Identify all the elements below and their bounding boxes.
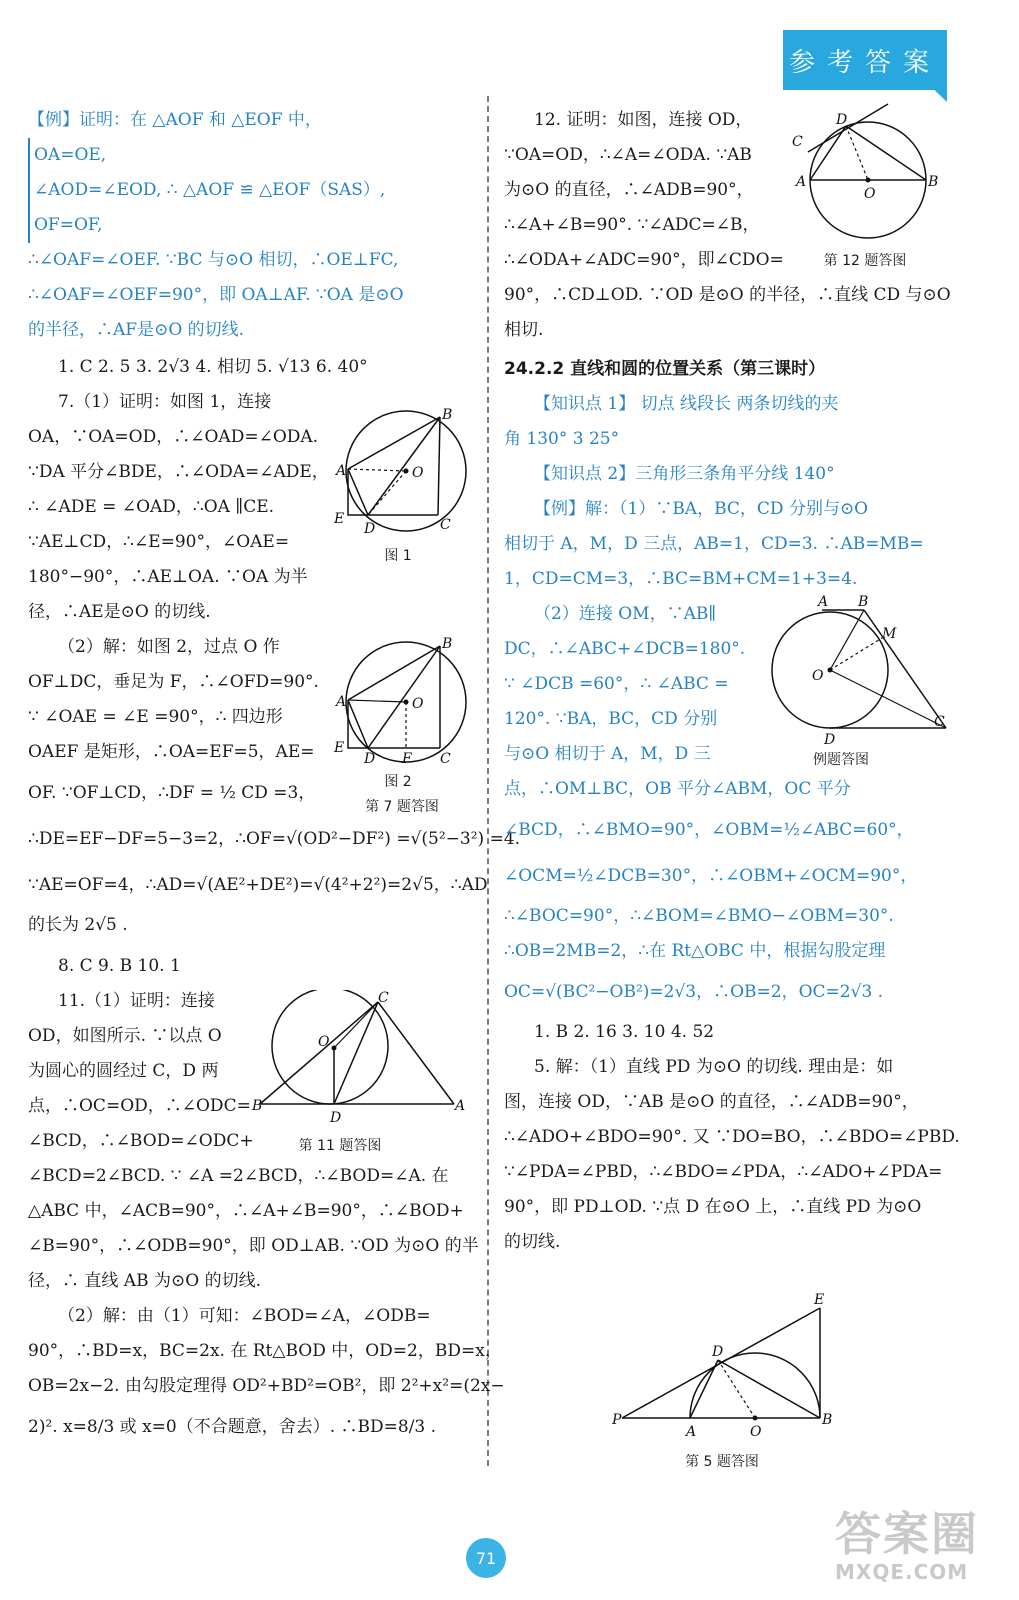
q12-line: ∴∠ODA+∠ADC=90°，即∠CDO= — [504, 250, 784, 270]
q11-line: 90°，∴BD=x，BC=2x. 在 Rt△BOD 中，OD=2，BD=x， — [28, 1341, 502, 1361]
knowledge-point-text: 切点 线段长 两条切线的夹 — [635, 394, 839, 414]
q12-line: 相切. — [504, 320, 544, 340]
page-number: 71 — [466, 1538, 506, 1578]
label-o: O — [318, 1034, 330, 1050]
q7-line: OF. ∵OF⊥CD，∴DF = ½ CD =3， — [28, 783, 316, 803]
q7-line: 的长为 2√5 . — [28, 915, 128, 935]
q12-line: 为⊙O 的直径，∴∠ADB=90°， — [504, 180, 754, 200]
figure-q5 — [612, 1290, 842, 1471]
watermark-logo-text: 答案圈 — [835, 1507, 979, 1561]
label-o: O — [750, 1424, 762, 1440]
column-divider — [487, 96, 489, 1466]
q7-line: ∵AE⊥CD，∴∠E=90°，∠OAE= — [28, 532, 290, 552]
figure-q7-2 — [328, 636, 468, 791]
q5-line: 的切线. — [504, 1232, 561, 1252]
example-line: ∴∠OAF=∠OEF. ∵BC 与⊙O 相切，∴OE⊥FC, — [28, 250, 399, 270]
q7-line: ∵AE=OF=4，∴AD=√(AE²+DE²)=√(4²+2²)=2√5，∴AD — [28, 875, 488, 895]
example-line: 点，∴OM⊥BC，OB 平分∠ABM，OC 平分 — [504, 779, 851, 799]
q11-line: 点，∴OC=OD，∴∠ODC= — [28, 1096, 251, 1116]
system-line: OA=OE, — [34, 145, 107, 165]
label-d: D — [712, 1344, 724, 1360]
q12-line: ∵OA=OD，∴∠A=∠ODA. ∵AB — [504, 145, 752, 165]
label-a: A — [336, 694, 347, 710]
section-title: 24.2.2 直线和圆的位置关系（第三课时） — [504, 359, 826, 379]
q7-line: ∵ ∠OAE = ∠E =90°，∴ 四边形 — [28, 707, 283, 727]
q5-line: ∵∠PDA=∠PBD，∴∠BDO=∠PDA，∴∠ADO+∠PDA= — [504, 1162, 943, 1182]
label-a: A — [455, 1098, 466, 1114]
q12-line: 12. 证明：如图，连接 OD， — [534, 110, 753, 130]
equation-system — [28, 138, 468, 243]
system-line: OF=OF, — [34, 215, 103, 235]
watermark — [835, 1508, 985, 1593]
q12-line: 90°，∴CD⊥OD. ∵OD 是⊙O 的半径，∴直线 CD 与⊙O — [504, 285, 951, 305]
figure-caption: 第 11 题答图 — [298, 1138, 382, 1154]
q7-line: 径，∴AE是⊙O 的切线. — [28, 602, 211, 622]
q5-line: 90°，即 PD⊥OD. ∵点 D 在⊙O 上，∴直线 PD 为⊙O — [504, 1197, 922, 1217]
knowledge-point-tag: 【知识点 2】 — [534, 464, 636, 484]
label-c: C — [440, 517, 451, 533]
q11-line: ∠BCD=2∠BCD. ∵ ∠A =2∠BCD，∴∠BOD=∠A. 在 — [28, 1166, 449, 1186]
q7-line: OF⊥DC，垂足为 F，∴∠OFD=90°. — [28, 672, 319, 692]
label-f: F — [402, 751, 412, 766]
example-line: 的半径，∴AF是⊙O 的切线. — [28, 320, 245, 340]
label-c: C — [934, 714, 945, 730]
figure-caption: 第 12 题答图 — [823, 253, 907, 269]
label-c: C — [378, 990, 389, 1006]
q7-line: OAEF 是矩形，∴OA=EF=5，AE= — [28, 742, 315, 762]
q12-line: ∴∠A+∠B=90°. ∵∠ADC=∠B， — [504, 215, 760, 235]
label-a: A — [818, 594, 829, 610]
q11-line: 径，∴ 直线 AB 为⊙O 的切线. — [28, 1271, 261, 1291]
q11-line: △ABC 中，∠ACB=90°，∴∠A+∠B=90°，∴∠BOD+ — [28, 1201, 464, 1221]
example-line: ∠BCD，∴∠BMO=90°，∠OBM=½∠ABC=60°， — [504, 820, 914, 840]
figure-example — [766, 592, 951, 769]
figure-q7-1 — [328, 405, 468, 565]
example-line: ∵ ∠DCB =60°，∴ ∠ABC = — [504, 674, 729, 694]
figure-q12 — [790, 100, 950, 270]
answer-key-tab: 参考答案 — [783, 30, 947, 90]
label-e: E — [814, 1292, 825, 1308]
q7-line: 180°−90°，∴AE⊥OA. ∵OA 为半 — [28, 567, 308, 587]
example-line: ∴∠OAF=∠OEF=90°，即 OA⊥AF. ∵OA 是⊙O — [28, 285, 404, 305]
example-line: 解：（1）∵BA，BC，CD 分别与⊙O — [585, 499, 869, 519]
q7-line: ∵DA 平分∠BDE，∴∠ODA=∠ADE， — [28, 462, 329, 482]
q11-line: 11.（1）证明：连接 — [58, 991, 215, 1011]
knowledge-point-text: 角 130° 3 25° — [504, 429, 620, 449]
knowledge-point-text: 三角形三条角平分线 140° — [635, 464, 835, 484]
figure-caption: 第 5 题答图 — [685, 1454, 759, 1470]
label-d: D — [364, 751, 376, 766]
label-b: B — [928, 174, 939, 190]
answers-1-4: 1. B 2. 16 3. 10 4. 52 — [534, 1022, 715, 1042]
figure-q7-caption-wrap — [342, 796, 462, 816]
example-line: 1，CD=CM=3，∴BC=BM+CM=1+3=4. — [504, 569, 858, 589]
system-line: ∠AOD=∠EOD, ∴ △AOF ≌ △EOF（SAS）, — [34, 180, 386, 200]
label-e: E — [334, 740, 345, 756]
label-c: C — [792, 134, 803, 150]
q7-line: ∴ ∠ADE = ∠OAD，∴OA ∥CE. — [28, 497, 275, 517]
label-d: D — [824, 732, 836, 748]
example-tag: 【例】 — [28, 110, 79, 130]
figure-caption: 例题答图 — [813, 752, 869, 768]
watermark-url: MXQE.COM — [835, 1560, 969, 1584]
answers-8-10: 8. C 9. B 10. 1 — [58, 956, 181, 976]
q5-line: ∴∠ADO+∠BDO=90°. 又 ∵DO=BO，∴∠BDO=∠PBD. — [504, 1127, 960, 1147]
label-m: M — [882, 626, 897, 642]
label-a: A — [686, 1424, 697, 1440]
tab-corner-decoration — [924, 80, 947, 102]
example-line: 相切于 A，M，D 三点，AB=1，CD=3. ∴AB=MB= — [504, 534, 924, 554]
q11-line: ∠B=90°，∴∠ODB=90°，即 OD⊥AB. ∵OD 为⊙O 的半 — [28, 1236, 479, 1256]
label-e: E — [334, 511, 345, 527]
q7-line: ∴DE=EF−DF=5−3=2，∴OF=√(OD²−DF²) =√(5²−3²) =4. — [28, 829, 521, 849]
q11-line: ∠BCD，∴∠BOD=∠ODC+ — [28, 1131, 254, 1151]
label-p: P — [612, 1412, 622, 1428]
example-line: ∴∠BOC=90°，∴∠BOM=∠BMO−∠OBM=30°. — [504, 906, 894, 926]
q11-line: OD，如图所示. ∵以点 O — [28, 1026, 222, 1046]
label-d: D — [836, 112, 848, 128]
q11-line: （2）解：由（1）可知：∠BOD=∠A，∠ODB= — [58, 1306, 431, 1326]
label-o: O — [412, 696, 424, 712]
example-line: OC=√(BC²−OB²)=2√3，∴OB=2，OC=2√3 . — [504, 982, 884, 1002]
label-b: B — [442, 407, 453, 423]
figure-caption: 图 2 — [384, 774, 412, 790]
example-line: ∴OB=2MB=2，∴在 Rt△OBC 中，根据勾股定理 — [504, 941, 886, 961]
label-a: A — [336, 463, 347, 479]
example-tag: 【例】 — [534, 499, 585, 519]
q5-line: 图，连接 OD，∵AB 是⊙O 的直径，∴∠ADB=90°， — [504, 1092, 919, 1112]
figure-q11 — [250, 990, 470, 1155]
example-line: DC，∴∠ABC+∠DCB=180°. — [504, 639, 746, 659]
q7-line: （2）解：如图 2，过点 O 作 — [58, 637, 280, 657]
q5-line: 5. 解：（1）直线 PD 为⊙O 的切线. 理由是：如 — [534, 1057, 894, 1077]
label-a: A — [796, 174, 807, 190]
example-line: 与⊙O 相切于 A，M，D 三 — [504, 744, 711, 764]
label-b: B — [858, 594, 869, 610]
label-b: B — [822, 1412, 833, 1428]
figure-caption: 第 7 题答图 — [365, 799, 439, 815]
knowledge-point-tag: 【知识点 1】 — [534, 394, 636, 414]
q7-line: 7.（1）证明：如图 1，连接 — [58, 392, 272, 412]
label-o: O — [412, 465, 424, 481]
q7-line: OA，∵OA=OD，∴∠OAD=∠ODA. — [28, 427, 319, 447]
q11-line: 为圆心的圆经过 C，D 两 — [28, 1061, 219, 1081]
example-line: 120°. ∵BA，BC，CD 分别 — [504, 709, 718, 729]
example-line: 证明：在 △AOF 和 △EOF 中， — [79, 110, 322, 130]
label-d: D — [330, 1110, 342, 1126]
label-b: B — [442, 636, 453, 652]
figure-caption: 图 1 — [384, 548, 412, 564]
answers-1-6: 1. C 2. 5 3. 2√3 4. 相切 5. √13 6. 40° — [58, 357, 368, 377]
label-c: C — [440, 751, 451, 766]
label-o: O — [812, 668, 824, 684]
example-line: ∠OCM=½∠DCB=30°，∴∠OBM+∠OCM=90°， — [504, 866, 918, 886]
label-b: B — [252, 1098, 263, 1114]
q11-line: OB=2x−2. 由勾股定理得 OD²+BD²=OB²，即 2²+x²=(2x− — [28, 1376, 505, 1396]
q11-line: 2)². x=8/3 或 x=0（不合题意，舍去）. ∴BD=8/3 . — [28, 1417, 437, 1437]
label-d: D — [364, 521, 376, 537]
label-o: O — [864, 186, 876, 202]
example-line: （2）连接 OM，∵AB∥ — [534, 604, 717, 624]
